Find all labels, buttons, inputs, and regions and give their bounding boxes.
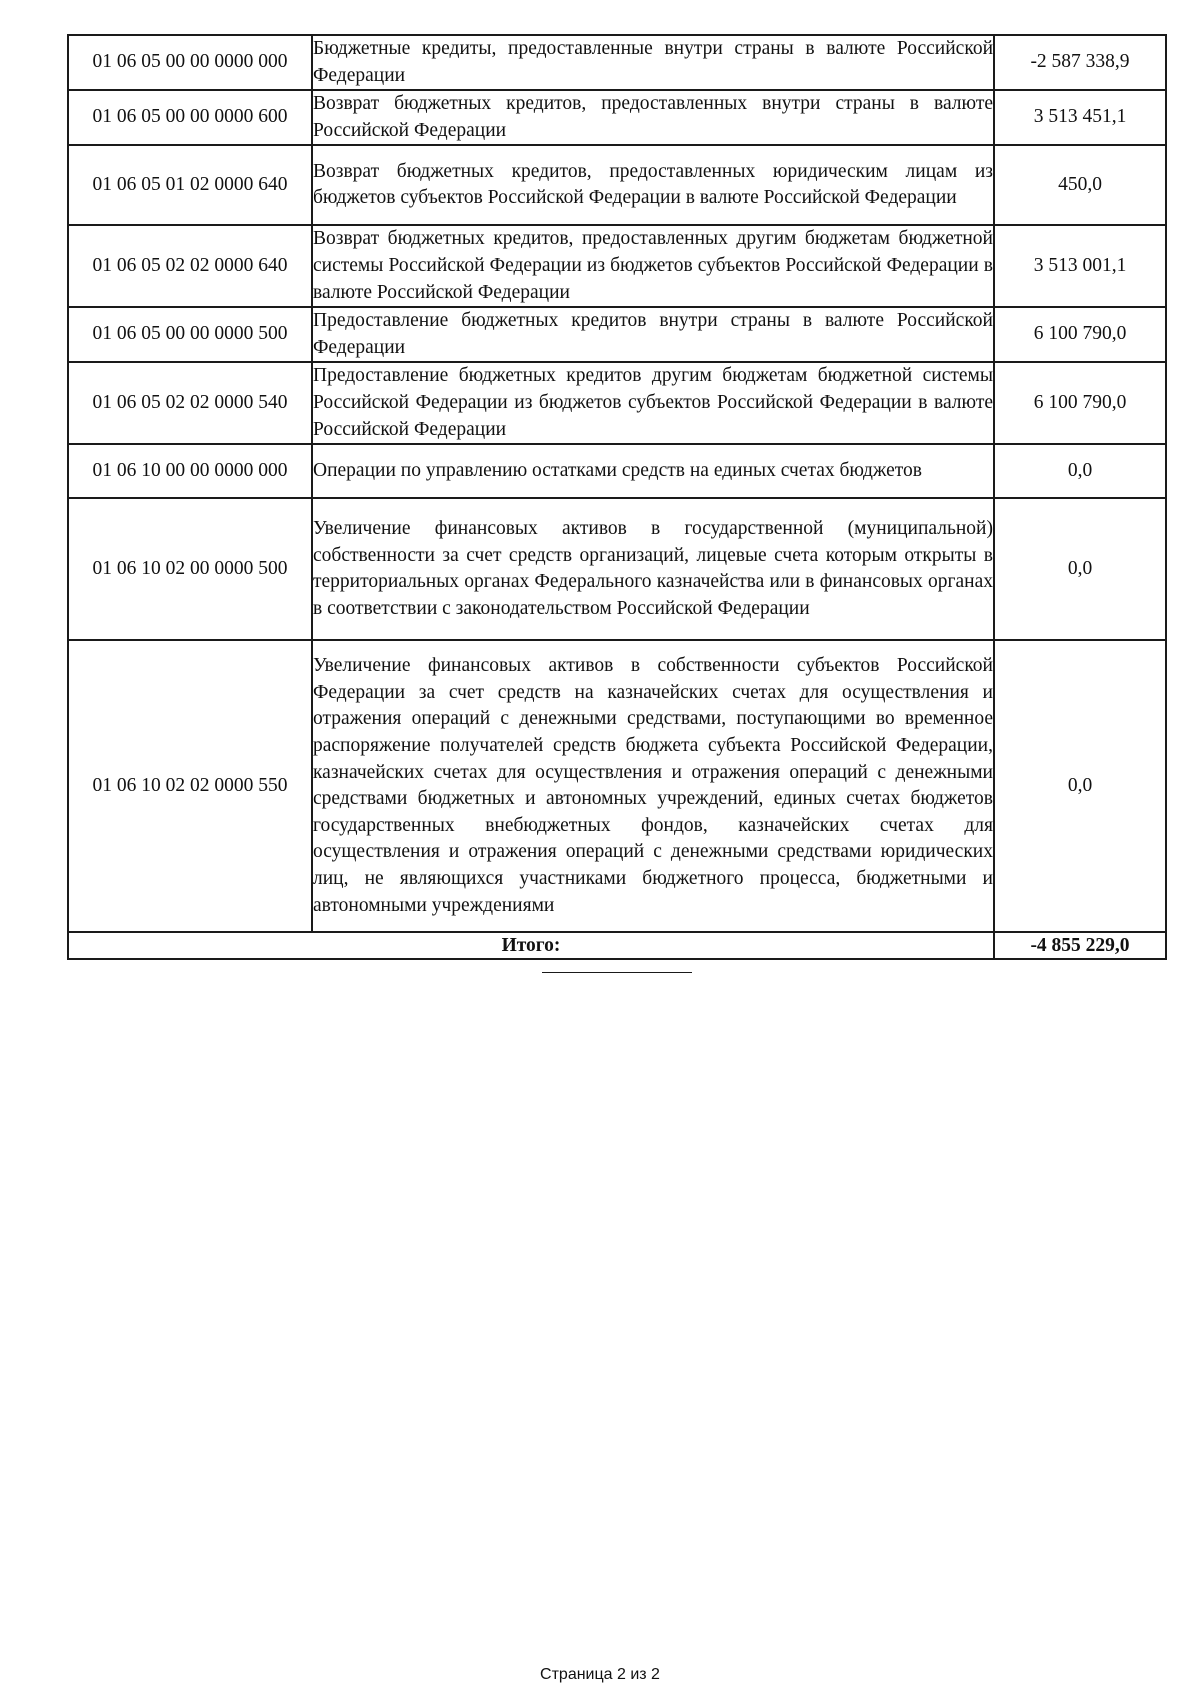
table-row: [68, 145, 1166, 225]
row-description: Возврат бюджетных кредитов, предоставленных внутри страны в валюте Российской Федерации: [312, 90, 994, 145]
row-description: Возврат бюджетных кредитов, предоставленных юридическим лицам из бюджетов субъектов Российской Федерации в валюте Российской Федерации: [312, 145, 994, 225]
row-description: Бюджетные кредиты, предоставленные внутри страны в валюте Российской Федерации: [312, 35, 994, 90]
row-code: 01 06 05 02 02 0000 540: [68, 362, 312, 444]
table-row: [68, 225, 1166, 307]
table-row: [68, 90, 1166, 145]
row-description: Увеличение финансовых активов в собственности субъектов Российской Федерации за счет средств на казначейских счетах для осуществления и отражения операций с денежными средствами, поступающими во временное распоряжение получателей средств бюджета субъекта Российской Федерации, казначейских счетах для осуществления и отражения операций с денежными средствами бюджетных и автономных учреждений, единых счетах бюджетов государственных внебюджетных фондов, казначейских счетах для осуществления и отражения операций с денежными средствами юридических лиц, не являющихся участниками бюджетного процесса, бюджетными и автономными учреждениями: [312, 640, 994, 932]
row-amount: 450,0: [994, 145, 1166, 225]
total-amount: -4 855 229,0: [994, 932, 1166, 959]
table-row: [68, 35, 1166, 90]
budget-sources-table: [67, 34, 1167, 960]
table-row: [68, 640, 1166, 932]
row-code: 01 06 05 00 00 0000 500: [68, 307, 312, 362]
end-separator-line: [542, 972, 692, 973]
row-code: 01 06 05 00 00 0000 600: [68, 90, 312, 145]
table-row: [68, 498, 1166, 640]
row-amount: 0,0: [994, 498, 1166, 640]
table-row: [68, 444, 1166, 498]
row-code: 01 06 10 00 00 0000 000: [68, 444, 312, 498]
total-label: Итого:: [68, 932, 994, 959]
row-amount: 0,0: [994, 640, 1166, 932]
row-code: 01 06 05 02 02 0000 640: [68, 225, 312, 307]
row-code: 01 06 05 00 00 0000 000: [68, 35, 312, 90]
page-number: Страница 2 из 2: [540, 1666, 660, 1683]
row-amount: -2 587 338,9: [994, 35, 1166, 90]
row-code: 01 06 10 02 02 0000 550: [68, 640, 312, 932]
row-description: Предоставление бюджетных кредитов другим бюджетам бюджетной системы Российской Федерации из бюджетов субъектов Российской Федерации в валюте Российской Федерации: [312, 362, 994, 444]
row-amount: 3 513 001,1: [994, 225, 1166, 307]
table-row: [68, 362, 1166, 444]
row-code: 01 06 05 01 02 0000 640: [68, 145, 312, 225]
row-description: Операции по управлению остатками средств на единых счетах бюджетов: [312, 444, 994, 498]
total-row: [68, 932, 1166, 959]
row-description: Предоставление бюджетных кредитов внутри страны в валюте Российской Федерации: [312, 307, 994, 362]
table-row: [68, 307, 1166, 362]
row-amount: 0,0: [994, 444, 1166, 498]
row-code: 01 06 10 02 00 0000 500: [68, 498, 312, 640]
row-description: Возврат бюджетных кредитов, предоставленных другим бюджетам бюджетной системы Российской Федерации из бюджетов субъектов Российской Федерации в валюте Российской Федерации: [312, 225, 994, 307]
row-amount: 6 100 790,0: [994, 307, 1166, 362]
row-amount: 6 100 790,0: [994, 362, 1166, 444]
row-description: Увеличение финансовых активов в государственной (муниципальной) собственности за счет средств организаций, лицевые счета которым открыты в территориальных органах Федерального казначейства или в финансовых органах в соответствии с законодательством Российской Федерации: [312, 498, 994, 640]
row-amount: 3 513 451,1: [994, 90, 1166, 145]
